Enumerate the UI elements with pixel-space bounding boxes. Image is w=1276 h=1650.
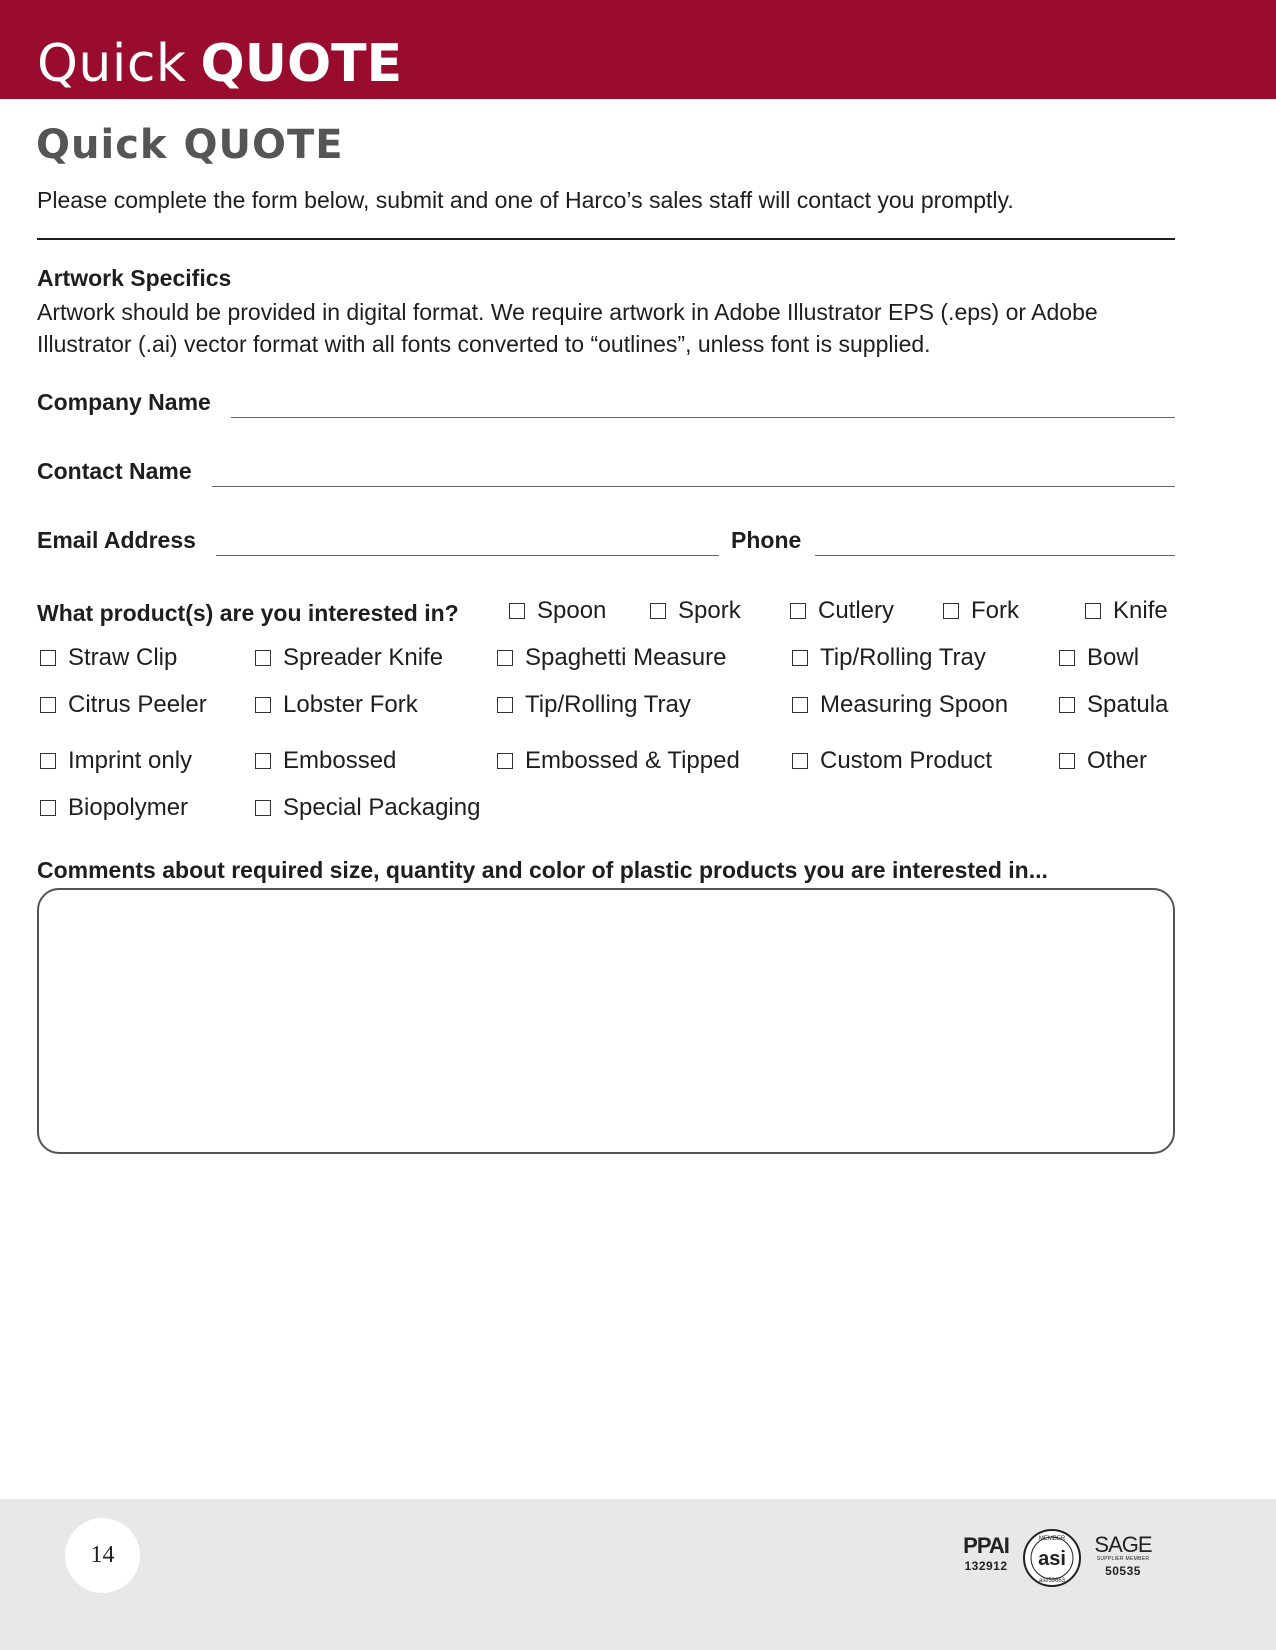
page-title [36, 122, 344, 168]
checkbox-custom-product[interactable] [792, 753, 808, 769]
option-spaghetti-measure[interactable] [497, 644, 726, 672]
option-imprint-only[interactable] [40, 747, 192, 775]
option-spatula-label: Spatula [1087, 691, 1169, 718]
option-special-packaging-label: Special Packaging [283, 794, 481, 821]
comments-textarea[interactable] [37, 888, 1175, 1154]
company-name-field[interactable] [231, 417, 1175, 418]
asi-logo-top: MEMBER [1038, 1536, 1066, 1542]
option-straw-clip-label: Straw Clip [68, 644, 178, 671]
comments-label: Comments about required size, quantity and color of plastic products you are interested in... [37, 857, 1048, 883]
checkbox-measuring-spoon[interactable] [792, 697, 808, 713]
checkbox-straw-clip[interactable] [40, 650, 56, 666]
option-fork-label: Fork [971, 597, 1019, 624]
option-lobster-fork-label: Lobster Fork [283, 691, 418, 718]
artwork-title: Artwork Specifics [37, 265, 232, 291]
checkbox-spork[interactable] [650, 603, 666, 619]
footer [0, 1499, 1276, 1650]
divider [37, 238, 1175, 240]
option-spork-label: Spork [678, 597, 741, 624]
checkbox-imprint-only[interactable] [40, 753, 56, 769]
checkbox-other[interactable] [1059, 753, 1075, 769]
email-address-label: Email Address [37, 527, 196, 553]
checkbox-tip-rolling-tray[interactable] [792, 650, 808, 666]
option-spaghetti-measure-label: Spaghetti Measure [525, 644, 727, 671]
option-special-packaging[interactable] [255, 794, 480, 822]
option-tip-rolling-tray-2[interactable] [497, 691, 691, 719]
checkbox-spoon[interactable] [509, 603, 525, 619]
option-spork[interactable] [650, 597, 741, 625]
option-other[interactable] [1059, 747, 1147, 775]
page-title-word1: Quick [36, 122, 168, 168]
phone-field[interactable] [815, 555, 1175, 556]
option-knife[interactable] [1085, 597, 1168, 625]
option-biopolymer-label: Biopolymer [68, 794, 189, 821]
phone-label: Phone [731, 527, 802, 553]
contact-name-field[interactable] [212, 486, 1175, 487]
option-fork[interactable] [943, 597, 1019, 625]
sage-logo-number: 50535 [1105, 1564, 1141, 1578]
option-embossed-tipped-label: Embossed & Tipped [525, 747, 740, 774]
option-straw-clip[interactable] [40, 644, 177, 672]
option-imprint-only-label: Imprint only [68, 747, 193, 774]
page-number: 14 [65, 1518, 140, 1593]
checkbox-biopolymer[interactable] [40, 800, 56, 816]
option-bowl[interactable] [1059, 644, 1139, 672]
checkbox-knife[interactable] [1085, 603, 1101, 619]
option-spatula[interactable] [1059, 691, 1168, 719]
page-title-word2: QUOTE [183, 122, 344, 168]
intro-text: Please complete the form below, submit and one of Harco’s sales staff will contact you promptly. [37, 187, 1014, 213]
option-custom-product[interactable] [792, 747, 992, 775]
contact-name-label: Contact Name [37, 458, 192, 484]
checkbox-lobster-fork[interactable] [255, 697, 271, 713]
checkbox-cutlery[interactable] [790, 603, 806, 619]
header-title-word2: QUOTE [200, 34, 403, 94]
checkbox-spatula[interactable] [1059, 697, 1075, 713]
checkbox-tip-rolling-tray-2[interactable] [497, 697, 513, 713]
option-measuring-spoon-label: Measuring Spoon [820, 691, 1009, 718]
option-custom-product-label: Custom Product [820, 747, 993, 774]
header-bar [0, 0, 1276, 99]
checkbox-embossed[interactable] [255, 753, 271, 769]
sage-logo-name: SAGE [1094, 1532, 1152, 1557]
option-cutlery[interactable] [790, 597, 894, 625]
sage-logo-sub: SUPPLIER MEMBER [1096, 1556, 1150, 1562]
option-spreader-knife[interactable] [255, 644, 443, 672]
header-title [37, 34, 403, 94]
option-cutlery-label: Cutlery [818, 597, 895, 624]
option-tip-rolling-tray[interactable] [792, 644, 986, 672]
checkbox-citrus-peeler[interactable] [40, 697, 56, 713]
ppai-logo-number: 132912 [964, 1559, 1008, 1573]
artwork-body: Artwork should be provided in digital format. We require artwork in Adobe Illustrator EPS (.eps) or Adobe Illustrator (.ai) vector format with all fonts converted to “outlines”, unless font is supplied. [37, 299, 1098, 357]
option-spoon-label: Spoon [537, 597, 607, 624]
option-citrus-peeler[interactable] [40, 691, 207, 719]
option-citrus-peeler-label: Citrus Peeler [68, 691, 207, 718]
header-title-word1: Quick [37, 34, 187, 94]
option-tip-rolling-tray-2-label: Tip/Rolling Tray [525, 691, 691, 718]
option-embossed[interactable] [255, 747, 396, 775]
sage-logo [1090, 1534, 1156, 1578]
option-tip-rolling-tray-label: Tip/Rolling Tray [820, 644, 986, 671]
company-name-label: Company Name [37, 389, 211, 415]
asi-logo-name: asi [1038, 1548, 1066, 1570]
option-spoon[interactable] [509, 597, 606, 625]
checkbox-fork[interactable] [943, 603, 959, 619]
checkbox-special-packaging[interactable] [255, 800, 271, 816]
option-knife-label: Knife [1113, 597, 1168, 624]
ppai-logo-name: PPAI [963, 1533, 1009, 1558]
option-embossed-tipped[interactable] [497, 747, 740, 775]
asi-logo-bottom: asi/59663 [1038, 1578, 1066, 1584]
option-biopolymer[interactable] [40, 794, 188, 822]
option-lobster-fork[interactable] [255, 691, 418, 719]
ppai-logo [956, 1535, 1016, 1573]
checkbox-spaghetti-measure[interactable] [497, 650, 513, 666]
checkbox-spreader-knife[interactable] [255, 650, 271, 666]
option-embossed-label: Embossed [283, 747, 397, 774]
email-address-field[interactable] [216, 555, 719, 556]
asi-logo [1022, 1528, 1082, 1588]
option-measuring-spoon[interactable] [792, 691, 1008, 719]
asi-seal-icon [1022, 1528, 1082, 1588]
products-question: What product(s) are you interested in? [37, 600, 459, 626]
option-bowl-label: Bowl [1087, 644, 1140, 671]
checkbox-bowl[interactable] [1059, 650, 1075, 666]
option-spreader-knife-label: Spreader Knife [283, 644, 444, 671]
checkbox-embossed-tipped[interactable] [497, 753, 513, 769]
option-other-label: Other [1087, 747, 1148, 774]
